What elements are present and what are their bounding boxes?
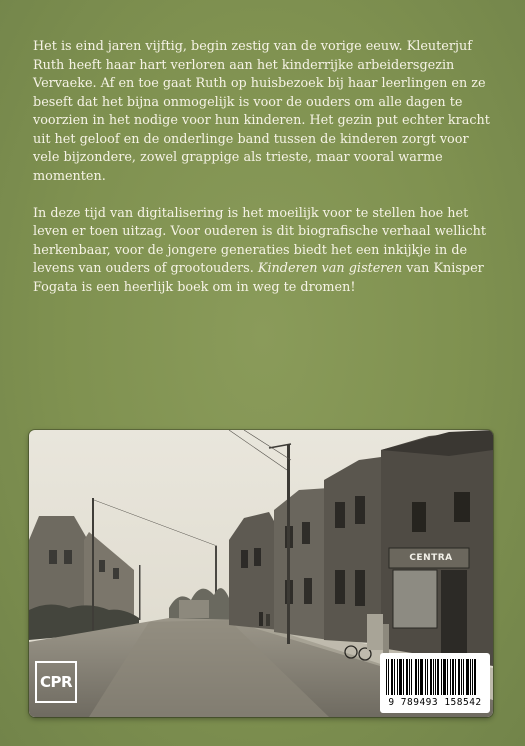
blurb-paragraph-2-text: In deze tijd van digitalisering is het moeilijk voor te stellen hoe het leven er toen uitzag. Voor ouderen is dit biografische verhaal wellicht herkenbaar, voor de jongere generaties biedt het een inkijkje in de levens van ouders of grootouders. bbox=[33, 205, 487, 276]
back-cover-blurb bbox=[33, 38, 495, 316]
barcode-bars bbox=[386, 659, 484, 695]
isbn-number: 9 789493 158542 bbox=[388, 697, 482, 708]
blurb-paragraph-1: Het is eind jaren vijftig, begin zestig van de vorige eeuw. Kleuterjuf Ruth heeft haar hart verloren aan het kinderrijke arbeidersgezin Vervaeke. Af en toe gaat Ruth op huisbezoek bij haar leerlingen en ze beseft dat het bijna onmogelijk is voor de ouders om alle dagen te voorzien in het nodige voor hun kinderen. Het gezin put echter kracht uit het geloof en de onderlinge band tussen de kinderen zorgt voor vele bijzondere, zowel grappige als trieste, maar vooral warme momenten. bbox=[33, 39, 490, 184]
book-title: Kinderen van gisteren bbox=[257, 261, 403, 276]
street-photo bbox=[29, 430, 493, 717]
blurb-paragraph-2 bbox=[33, 205, 495, 298]
shop-sign: CENTRA bbox=[409, 553, 453, 563]
blurb-paragraph-2-tail: van Knisper Fogata is een heerlijk boek om in weg te dromen! bbox=[33, 261, 484, 295]
isbn-barcode bbox=[380, 653, 490, 713]
publisher-logo: CPR bbox=[35, 661, 77, 703]
